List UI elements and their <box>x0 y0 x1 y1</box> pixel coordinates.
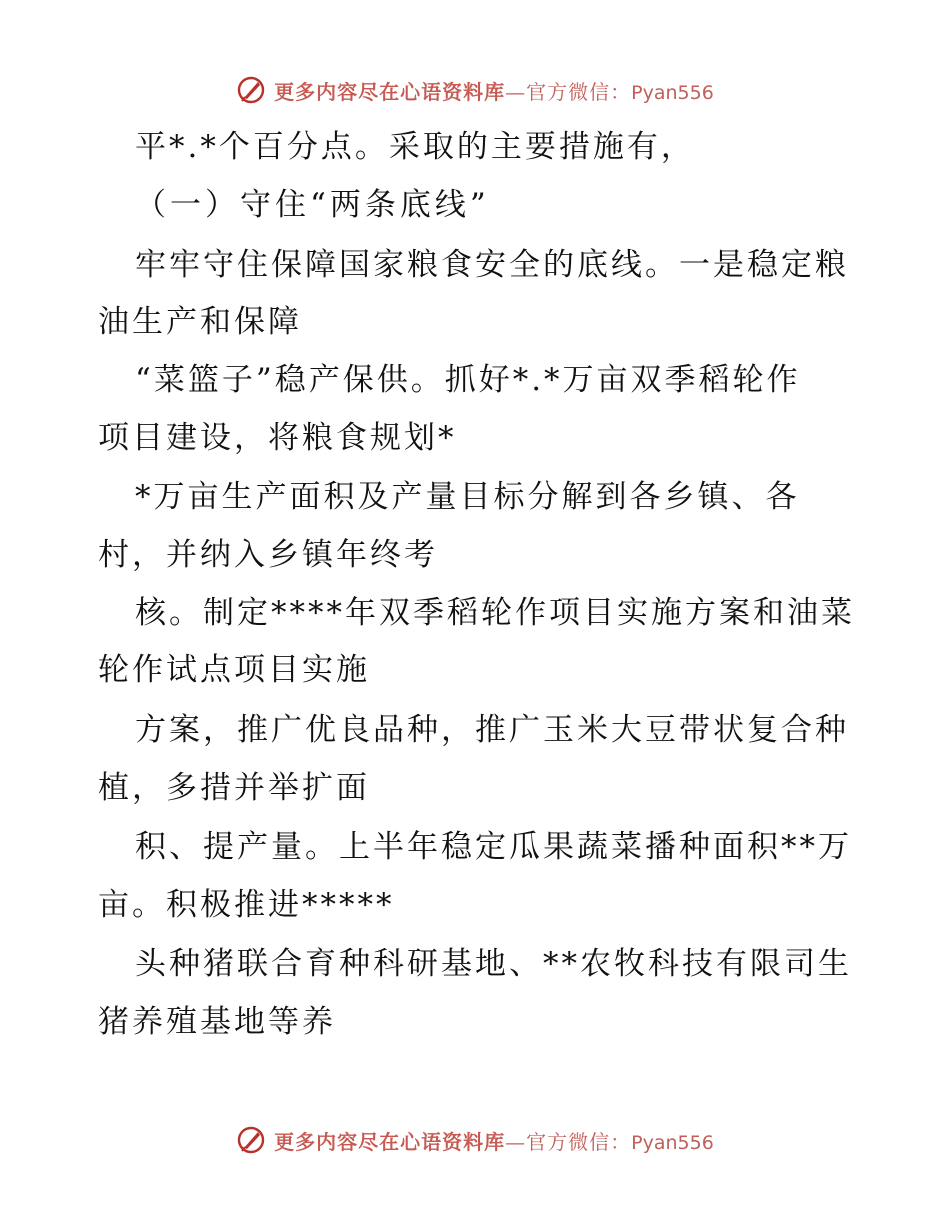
text-line: “菜篮子”稳产保供。抓好*.*万亩双季稻轮作 <box>135 362 801 398</box>
quill-pen-logo-icon <box>236 75 266 105</box>
text-line: 方案，推广优良品种，推广玉米大豆带状复合种 <box>135 712 849 748</box>
watermark-suffix: —官方微信： <box>505 1129 632 1154</box>
text-line: 头种猪联合育种科研基地、**农牧科技有限司生 <box>135 946 852 982</box>
header-watermark <box>0 70 950 110</box>
watermark-handle: Pyan556 <box>631 1131 714 1154</box>
text-line: *万亩生产面积及产量目标分解到各乡镇、各 <box>135 479 800 515</box>
watermark-suffix: —官方微信： <box>505 79 632 104</box>
footer-watermark <box>0 1120 950 1160</box>
text-line: 牢牢守住保障国家粮食安全的底线。一是稳定粮 <box>135 247 849 283</box>
text-line: 猪养殖基地等养 <box>98 1004 336 1040</box>
text-line: 轮作试点项目实施 <box>98 652 370 688</box>
watermark-handle: Pyan556 <box>631 81 714 104</box>
text-line: 亩。积极推进***** <box>98 887 395 923</box>
text-line: 村，并纳入乡镇年终考 <box>98 537 438 573</box>
section-heading: （一）守住“两条底线” <box>135 187 490 223</box>
text-line: 积、提产量。上半年稳定瓜果蔬菜播种面积**万 <box>135 829 852 865</box>
text-line: 植，多措并举扩面 <box>98 770 370 806</box>
text-line: 项目建设，将粮食规划* <box>98 420 457 456</box>
watermark-brand: 更多内容尽在心语资料库 <box>274 79 506 104</box>
text-line: 油生产和保障 <box>98 304 302 340</box>
text-line: 核。制定****年双季稻轮作项目实施方案和油菜 <box>135 595 855 631</box>
watermark-text <box>274 76 714 105</box>
text-line: 平*.*个百分点。采取的主要措施有， <box>135 129 695 165</box>
watermark-text <box>274 1126 714 1155</box>
watermark-brand: 更多内容尽在心语资料库 <box>274 1129 506 1154</box>
quill-pen-logo-icon <box>236 1125 266 1155</box>
